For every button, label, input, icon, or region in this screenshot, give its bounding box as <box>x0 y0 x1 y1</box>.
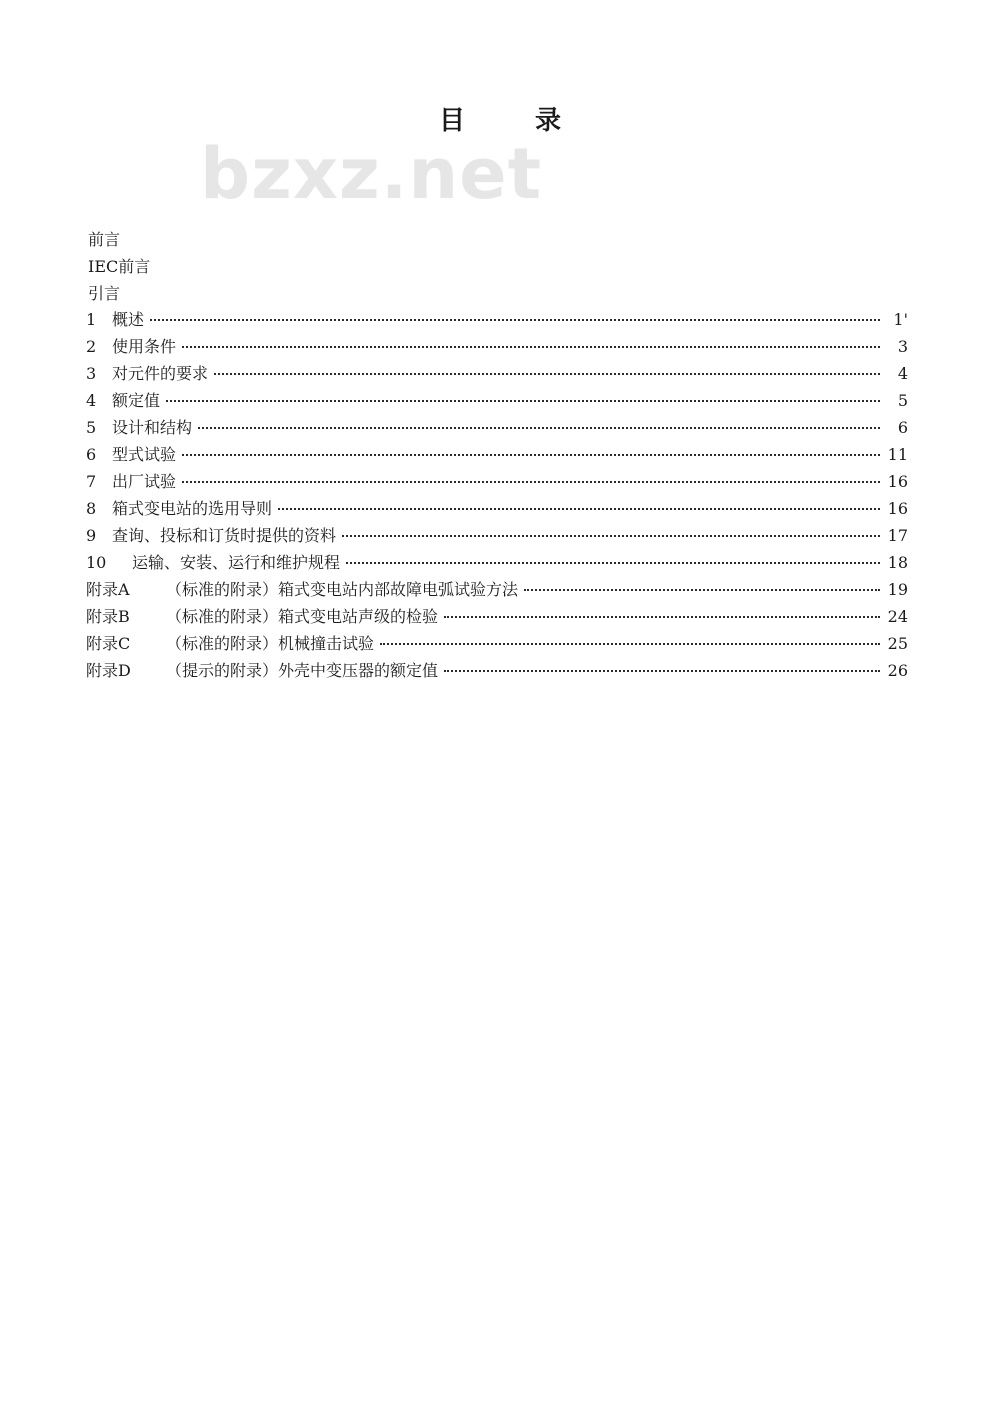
toc-entry-number: 7 <box>86 472 97 491</box>
toc-entry <box>86 606 908 633</box>
toc-entry-number: 2 <box>86 337 97 356</box>
toc-entry-number: 4 <box>86 391 97 410</box>
dot-leader <box>182 346 880 348</box>
toc-entry-page: 1' <box>893 310 908 329</box>
toc-entry <box>86 309 908 336</box>
dot-leader <box>150 319 880 321</box>
toc-entry-title: 设计和结构 <box>112 418 193 437</box>
toc-entry-page: 17 <box>887 526 908 545</box>
toc-entry-page: 25 <box>887 634 908 653</box>
watermark: bzxz.net <box>200 133 543 215</box>
toc-entry-number: 6 <box>86 445 97 464</box>
dot-leader <box>346 562 880 564</box>
toc-entry-page: 19 <box>887 580 908 599</box>
toc-entry-title: 对元件的要求 <box>112 364 209 383</box>
toc-entry-number: 8 <box>86 499 97 518</box>
dot-leader <box>444 616 880 618</box>
toc-entry-page: 5 <box>897 391 908 410</box>
toc-entry-title: 使用条件 <box>112 337 177 356</box>
toc-entry <box>86 363 908 390</box>
toc-entry-page: 26 <box>887 661 908 680</box>
toc-entry-title: 型式试验 <box>112 445 177 464</box>
dot-leader <box>214 373 880 375</box>
foreword-label: 前言 <box>88 230 121 249</box>
toc-entry-number: 5 <box>86 418 97 437</box>
toc-entry-number: 10 <box>86 553 107 572</box>
toc-entry-title: （标准的附录）机械撞击试验 <box>166 634 375 653</box>
dot-leader <box>182 481 880 483</box>
toc-entry <box>86 579 908 606</box>
dot-leader <box>278 508 880 510</box>
toc-entry-page: 24 <box>887 607 908 626</box>
toc-entry-page: 4 <box>897 364 908 383</box>
toc-entry-number: 1 <box>86 310 97 329</box>
dot-leader <box>524 589 880 591</box>
toc-entry-page: 11 <box>887 445 908 464</box>
toc-entry <box>86 660 908 687</box>
toc-entry-title: 运输、安装、运行和维护规程 <box>132 553 341 572</box>
iec-foreword-label: IEC前言 <box>88 257 151 276</box>
page-title: 目录 <box>438 106 631 136</box>
toc-entry-page: 16 <box>887 499 908 518</box>
toc-entry-title: （标准的附录）箱式变电站内部故障电弧试验方法 <box>166 580 519 599</box>
toc-entry <box>86 471 908 498</box>
dot-leader <box>198 427 880 429</box>
dot-leader <box>444 670 880 672</box>
toc-entry-number: 附录B <box>86 607 130 626</box>
introduction-label: 引言 <box>88 284 121 303</box>
toc-entry-number: 附录C <box>86 634 131 653</box>
toc-entry-title: （标准的附录）箱式变电站声级的检验 <box>166 607 439 626</box>
toc-entry <box>86 633 908 660</box>
toc-entry-page: 6 <box>897 418 908 437</box>
toc-entry-number: 附录A <box>86 580 130 599</box>
toc-entry-number: 附录D <box>86 661 131 680</box>
toc-entry <box>86 417 908 444</box>
dot-leader <box>380 643 880 645</box>
toc-entry <box>86 498 908 525</box>
toc-entry-title: 额定值 <box>112 391 161 410</box>
toc-entry-title: 箱式变电站的选用导则 <box>112 499 273 518</box>
toc-entry-page: 3 <box>897 337 908 356</box>
toc-entry-number: 3 <box>86 364 97 383</box>
toc-entry <box>86 390 908 417</box>
toc-entry <box>86 525 908 552</box>
dot-leader <box>182 454 880 456</box>
toc-entry-number: 9 <box>86 526 97 545</box>
toc-entry <box>86 552 908 579</box>
toc-entry <box>86 336 908 363</box>
dot-leader <box>166 400 880 402</box>
toc-entry-page: 16 <box>887 472 908 491</box>
toc-entry-page: 18 <box>887 553 908 572</box>
table-of-contents <box>86 309 908 687</box>
toc-entry-title: （提示的附录）外壳中变压器的额定值 <box>166 661 439 680</box>
toc-entry-title: 出厂试验 <box>112 472 177 491</box>
toc-entry <box>86 444 908 471</box>
dot-leader <box>342 535 880 537</box>
toc-entry-title: 概述 <box>112 310 145 329</box>
toc-entry-title: 查询、投标和订货时提供的资料 <box>112 526 337 545</box>
